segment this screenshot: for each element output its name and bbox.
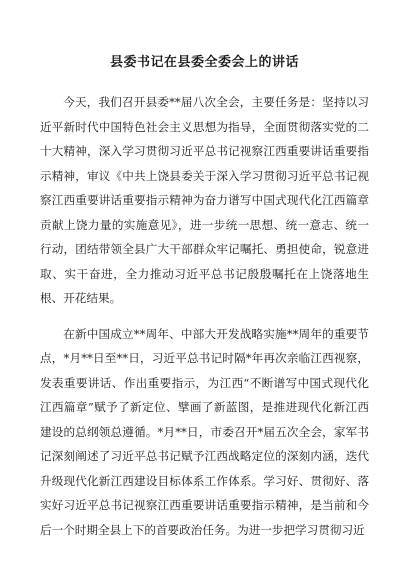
paragraph-2: 在新中国成立**周年、中部大开发战略实施**周年的重要节点，*月**日至**日，习近平总书记时隔*年再次亲临江西视察，发表重要讲话、作出重要指示，为江西“不断谱写中国式现代化江西篇章”赋予了新定位、擘画了新蓝图，是推进现代化新江西建设的总纲领总遵循。*月**日，市委召开*届五次全会，家军书记深刻阐述了习近平总书记赋予江西战略定位的深刻内涵，迭代升级现代化新江西建设目标体系工作体系。学习好、贯彻好、落实好习近平总书记视察江西重要讲话重要指示精神，是当前和今后一个时期全县上下的首要政治任务。为进一步把学习贯彻习近 bbox=[40, 326, 369, 537]
paragraph-1: 今天，我们召开县委**届八次全会，主要任务是：坚持以习近平新时代中国特色社会主义思想为指导，全面贯彻落实党的二十大精神，深入学习贯彻习近平总书记视察江西重要讲话重要指示精神，审议《中共上饶县委关于深入学习贯彻习近平总书记视察江西重要讲话重要指示精神为奋力谱写中国式现代化江西篇章贡献上饶力量的实施意见》，进一步统一思想、统一意志、统一行动，团结带领全县广大干部群众牢记嘱托、勇担使命，锐意进取、实干奋进，全力推动习近平总书记殷殷嘱托在上饶落地生根、开花结果。 bbox=[40, 95, 369, 305]
document-title: 县委书记在县委全委会上的讲话 bbox=[109, 55, 299, 70]
